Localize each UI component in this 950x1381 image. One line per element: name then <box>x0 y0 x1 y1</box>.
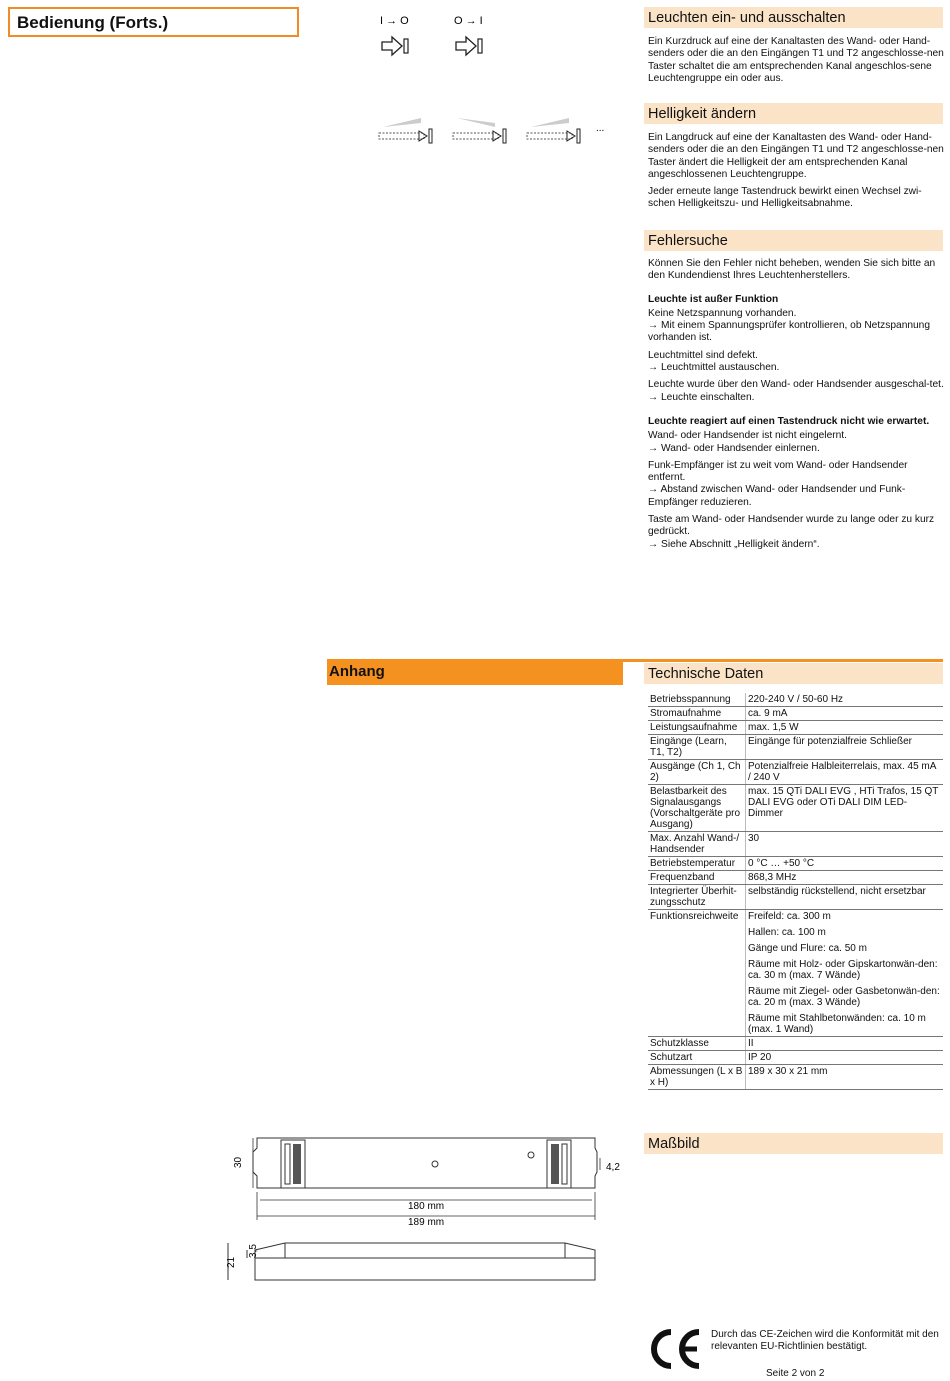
tech-value <box>746 785 944 832</box>
tech-value-line: selbständig rückstellend, nicht ersetzbar <box>748 886 926 897</box>
tech-value-line: Räume mit Holz- oder Gipskartonwän-den: ca. 30 m (max. 7 Wände) <box>748 959 938 981</box>
tech-key: Frequenzband <box>648 871 746 885</box>
tech-row <box>648 885 943 910</box>
tech-value <box>746 1051 944 1065</box>
tech-value-line: 0 °C … +50 °C <box>748 858 815 869</box>
tech-row <box>648 760 943 785</box>
ce-mark-icon <box>645 1328 703 1370</box>
switch-on-icon <box>380 15 409 55</box>
section-heading-tech: Technische Daten <box>644 663 943 684</box>
tech-row <box>648 1051 943 1065</box>
tech-key: Eingänge (Learn, T1, T2) <box>648 735 746 760</box>
tech-key: Funktionsreichweite <box>648 910 746 1037</box>
tech-key: Schutzart <box>648 1051 746 1065</box>
tech-key: Ausgänge (Ch 1, Ch 2) <box>648 760 746 785</box>
dimension-drawing <box>225 1130 630 1290</box>
tech-value-line: 220-240 V / 50-60 Hz <box>748 694 844 705</box>
tech-key: Betriebstemperatur <box>648 857 746 871</box>
tech-key: Stromaufnahme <box>648 707 746 721</box>
section-body-trouble: Können Sie den Fehler nicht beheben, wenden Sie sich bitte an den Kundendienst Ihres Leuchtenherstellers. Leuchte ist außer Funktion Keine Netzspannung vorhanden. → Mit einem Spannungsprüfer kontrollieren, ob Netzspannung vorhanden ist. Leuchtmittel sind defekt. → Leuchtmittel austauschen. Leuchte wurde über den Wand- oder Handsender ausgeschal-tet. → Leuchte einschalten. Leuchte reagiert auf einen Tastendruck nicht wie erwartet. Wand- oder Handsender ist nicht eingelernt. → Wand- oder Handsender einlernen. Funk-Empfänger ist zu weit vom Wand- oder Handsender entfernt. → Abstand zwischen Wand- oder Handsender und Funk-Empfänger reduzieren. Taste am Wand- oder Handsender wurde zu lange oder zu kurz gedrückt. → Siehe Abschnitt „Helligkeit ändern“. <box>648 258 944 550</box>
section-heading-massbild: Maßbild <box>644 1133 943 1154</box>
tech-row <box>648 857 943 871</box>
dim-30-label: 30 <box>233 1156 244 1168</box>
dim-press-icon-1 <box>379 118 432 143</box>
section-heading-brightness: Helligkeit ändern <box>644 103 943 124</box>
tech-row <box>648 735 943 760</box>
tech-value <box>746 1065 944 1090</box>
tech-table <box>648 693 943 1090</box>
tech-value <box>746 871 944 885</box>
tech-row <box>648 832 943 857</box>
anhang-heading: Anhang <box>327 661 623 685</box>
page-title: Bedienung (Forts.) <box>8 7 299 37</box>
tech-value-line: ca. 9 mA <box>748 708 788 719</box>
tech-row <box>648 1065 943 1090</box>
section-heading-trouble: Fehlersuche <box>644 230 943 251</box>
tech-row <box>648 910 943 1037</box>
dimming-icons <box>375 115 615 153</box>
tech-key: Schutzklasse <box>648 1037 746 1051</box>
section-heading-switch: Leuchten ein- und ausschalten <box>644 7 943 28</box>
dim-press-icon-3 <box>527 118 580 143</box>
tech-row <box>648 721 943 735</box>
tech-value-line: max. 1,5 W <box>748 722 799 733</box>
tech-key: Belastbarkeit des Signalausgangs (Vorschaltgeräte pro Ausgang) <box>648 785 746 832</box>
tech-value-line: IP 20 <box>748 1052 772 1063</box>
tech-value-line: Freifeld: ca. 300 m <box>748 911 831 922</box>
tech-value-line: Räume mit Ziegel- oder Gasbetonwän-den: ca. 20 m (max. 3 Wände) <box>748 986 940 1008</box>
dim-21-label: 21 <box>226 1256 237 1268</box>
dim-180-label: 180 mm <box>408 1201 445 1212</box>
ellipsis: ... <box>596 123 605 134</box>
switch-icons <box>370 10 510 58</box>
tech-value <box>746 721 944 735</box>
ce-text: Durch das CE-Zeichen wird die Konformität mit den relevanten EU-Richtlinien bestätigt. <box>711 1329 939 1352</box>
tech-row <box>648 1037 943 1051</box>
tech-row <box>648 693 943 707</box>
tech-value <box>746 760 944 785</box>
tech-value-line: max. 15 QTi DALI EVG , HTi Trafos, 15 QT DALI EVG oder OTi DALI DIM LED-Dimmer <box>748 786 939 819</box>
tech-key: Leistungsaufnahme <box>648 721 746 735</box>
tech-value <box>746 832 944 857</box>
tech-value-line: Räume mit Stahlbetonwänden: ca. 10 m (max. 1 Wand) <box>748 1013 926 1035</box>
section-body-brightness: Ein Langdruck auf eine der Kanaltasten des Wand- oder Hand-senders oder die an den Eingängen T1 und T2 angeschlosse-nen Taster ändert die Helligkeit der am entsprechenden Kanal angeschlossenen Leuchtengruppe. Jeder erneute lange Tastendruck bewirkt einen Wechsel zwi-schen Helligkeitszu- und Helligkeitsabnahme. <box>648 132 944 210</box>
tech-value-line: Eingänge für potenzialfreie Schließer <box>748 736 912 747</box>
tech-value-line: Gänge und Flure: ca. 50 m <box>748 943 867 954</box>
tech-value-line: 30 <box>748 833 760 844</box>
tech-value-line: Potenzialfreie Halbleiterrelais, max. 45 mA / 240 V <box>748 761 936 783</box>
tech-value <box>746 857 944 871</box>
tech-value-line: Hallen: ca. 100 m <box>748 927 826 938</box>
tech-row <box>648 707 943 721</box>
tech-key: Integrierter Überhit-zungsschutz <box>648 885 746 910</box>
dim-press-icon-2 <box>453 118 506 143</box>
tech-value <box>746 1037 944 1051</box>
tech-value-line: 868,3 MHz <box>748 872 797 883</box>
switch-off-label: O → I <box>454 15 483 27</box>
tech-value <box>746 693 944 707</box>
tech-value <box>746 885 944 910</box>
tech-value <box>746 735 944 760</box>
tech-value-line: II <box>748 1038 754 1049</box>
section-body-switch: Ein Kurzdruck auf eine der Kanaltasten des Wand- oder Hand-senders oder die an den Eingängen T1 und T2 angeschlosse-nen Taster schaltet die am entsprechenden Kanal angeschlos-sene Leuchtengruppe ein oder aus. <box>648 36 944 84</box>
dim-35-label: 3,5 <box>248 1244 259 1258</box>
page-number: Seite 2 von 2 <box>766 1368 825 1379</box>
tech-key: Abmessungen (L x B x H) <box>648 1065 746 1090</box>
switch-on-label: I → O <box>380 15 409 27</box>
tech-value-line: 189 x 30 x 21 mm <box>748 1066 828 1077</box>
tech-key: Betriebsspannung <box>648 693 746 707</box>
switch-off-icon <box>454 15 483 55</box>
tech-row <box>648 785 943 832</box>
dim-42-label: 4,2 <box>606 1162 620 1173</box>
tech-key: Max. Anzahl Wand-/ Handsender <box>648 832 746 857</box>
tech-value <box>746 707 944 721</box>
tech-value <box>746 910 944 1037</box>
dim-189-label: 189 mm <box>408 1217 445 1228</box>
tech-row <box>648 871 943 885</box>
